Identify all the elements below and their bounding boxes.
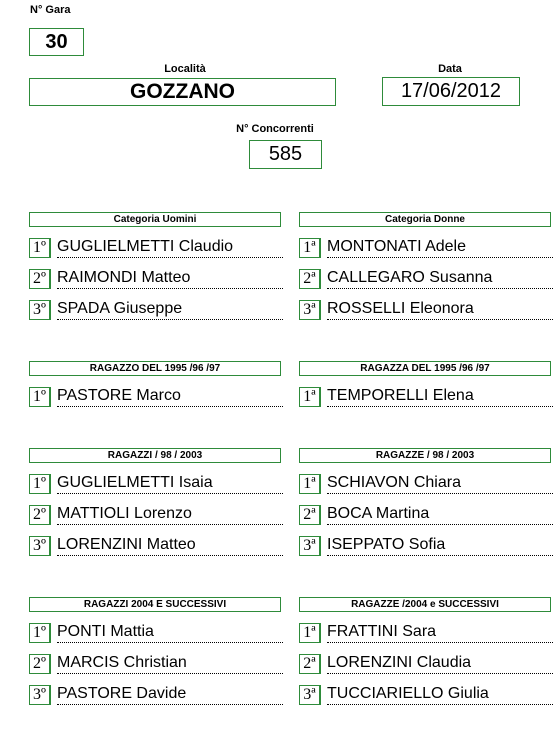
result-row xyxy=(299,534,553,556)
rank-position: 1º xyxy=(29,387,51,407)
result-row xyxy=(29,621,283,643)
result-row xyxy=(29,236,283,258)
rank-position: 2ª xyxy=(299,505,321,525)
category-title: RAGAZZO DEL 1995 /96 /97 xyxy=(29,361,281,376)
athlete-name: PASTORE Marco xyxy=(57,387,283,407)
athlete-name: MARCIS Christian xyxy=(57,654,283,674)
result-row xyxy=(299,267,553,289)
rank-position: 3ª xyxy=(299,300,321,320)
category-title: Categoria Uomini xyxy=(29,212,281,227)
concorrenti-value: 585 xyxy=(249,140,322,169)
athlete-name: LORENZINI Claudia xyxy=(327,654,553,674)
rank-position: 2º xyxy=(29,654,51,674)
athlete-name: MONTONATI Adele xyxy=(327,238,553,258)
localita-value: GOZZANO xyxy=(29,78,336,106)
rank-position: 2ª xyxy=(299,654,321,674)
rank-position: 1ª xyxy=(299,623,321,643)
athlete-name: GUGLIELMETTI Isaia xyxy=(57,474,283,494)
gara-label: N° Gara xyxy=(30,4,71,16)
result-row xyxy=(29,385,283,407)
category-title: RAGAZZE /2004 e SUCCESSIVI xyxy=(299,597,551,612)
result-row xyxy=(29,683,283,705)
result-row xyxy=(299,472,553,494)
rank-position: 3ª xyxy=(299,536,321,556)
athlete-name: LORENZINI Matteo xyxy=(57,536,283,556)
result-row xyxy=(299,652,553,674)
athlete-name: MATTIOLI Lorenzo xyxy=(57,505,283,525)
result-row xyxy=(29,472,283,494)
result-row xyxy=(299,236,553,258)
data-label: Data xyxy=(438,63,462,75)
rank-position: 1ª xyxy=(299,387,321,407)
athlete-name: PONTI Mattia xyxy=(57,623,283,643)
result-row xyxy=(299,385,553,407)
category-title: RAGAZZI 2004 E SUCCESSIVI xyxy=(29,597,281,612)
athlete-name: TEMPORELLI Elena xyxy=(327,387,553,407)
rank-position: 3º xyxy=(29,300,51,320)
athlete-name: RAIMONDI Matteo xyxy=(57,269,283,289)
concorrenti-label: N° Concorrenti xyxy=(236,123,314,135)
athlete-name: BOCA Martina xyxy=(327,505,553,525)
result-row xyxy=(299,298,553,320)
result-row xyxy=(29,503,283,525)
athlete-name: FRATTINI Sara xyxy=(327,623,553,643)
athlete-name: PASTORE Davide xyxy=(57,685,283,705)
result-row xyxy=(29,534,283,556)
athlete-name: GUGLIELMETTI Claudio xyxy=(57,238,283,258)
rank-position: 3º xyxy=(29,536,51,556)
rank-position: 2ª xyxy=(299,269,321,289)
category-title: RAGAZZA DEL 1995 /96 /97 xyxy=(299,361,551,376)
category-title: Categoria Donne xyxy=(299,212,551,227)
athlete-name: ROSSELLI Eleonora xyxy=(327,300,553,320)
rank-position: 1º xyxy=(29,623,51,643)
result-row xyxy=(29,652,283,674)
localita-label: Località xyxy=(164,63,206,75)
data-value: 17/06/2012 xyxy=(382,77,520,106)
result-row xyxy=(29,298,283,320)
athlete-name: TUCCIARIELLO Giulia xyxy=(327,685,553,705)
category-title: RAGAZZI / 98 / 2003 xyxy=(29,448,281,463)
athlete-name: CALLEGARO Susanna xyxy=(327,269,553,289)
rank-position: 2º xyxy=(29,505,51,525)
rank-position: 1º xyxy=(29,238,51,258)
rank-position: 1º xyxy=(29,474,51,494)
result-row xyxy=(299,683,553,705)
athlete-name: SCHIAVON Chiara xyxy=(327,474,553,494)
result-row xyxy=(299,621,553,643)
result-row xyxy=(299,503,553,525)
rank-position: 2º xyxy=(29,269,51,289)
rank-position: 1ª xyxy=(299,474,321,494)
category-title: RAGAZZE / 98 / 2003 xyxy=(299,448,551,463)
rank-position: 3ª xyxy=(299,685,321,705)
athlete-name: SPADA Giuseppe xyxy=(57,300,283,320)
rank-position: 3º xyxy=(29,685,51,705)
athlete-name: ISEPPATO Sofia xyxy=(327,536,553,556)
gara-number: 30 xyxy=(29,28,84,56)
rank-position: 1ª xyxy=(299,238,321,258)
result-row xyxy=(29,267,283,289)
